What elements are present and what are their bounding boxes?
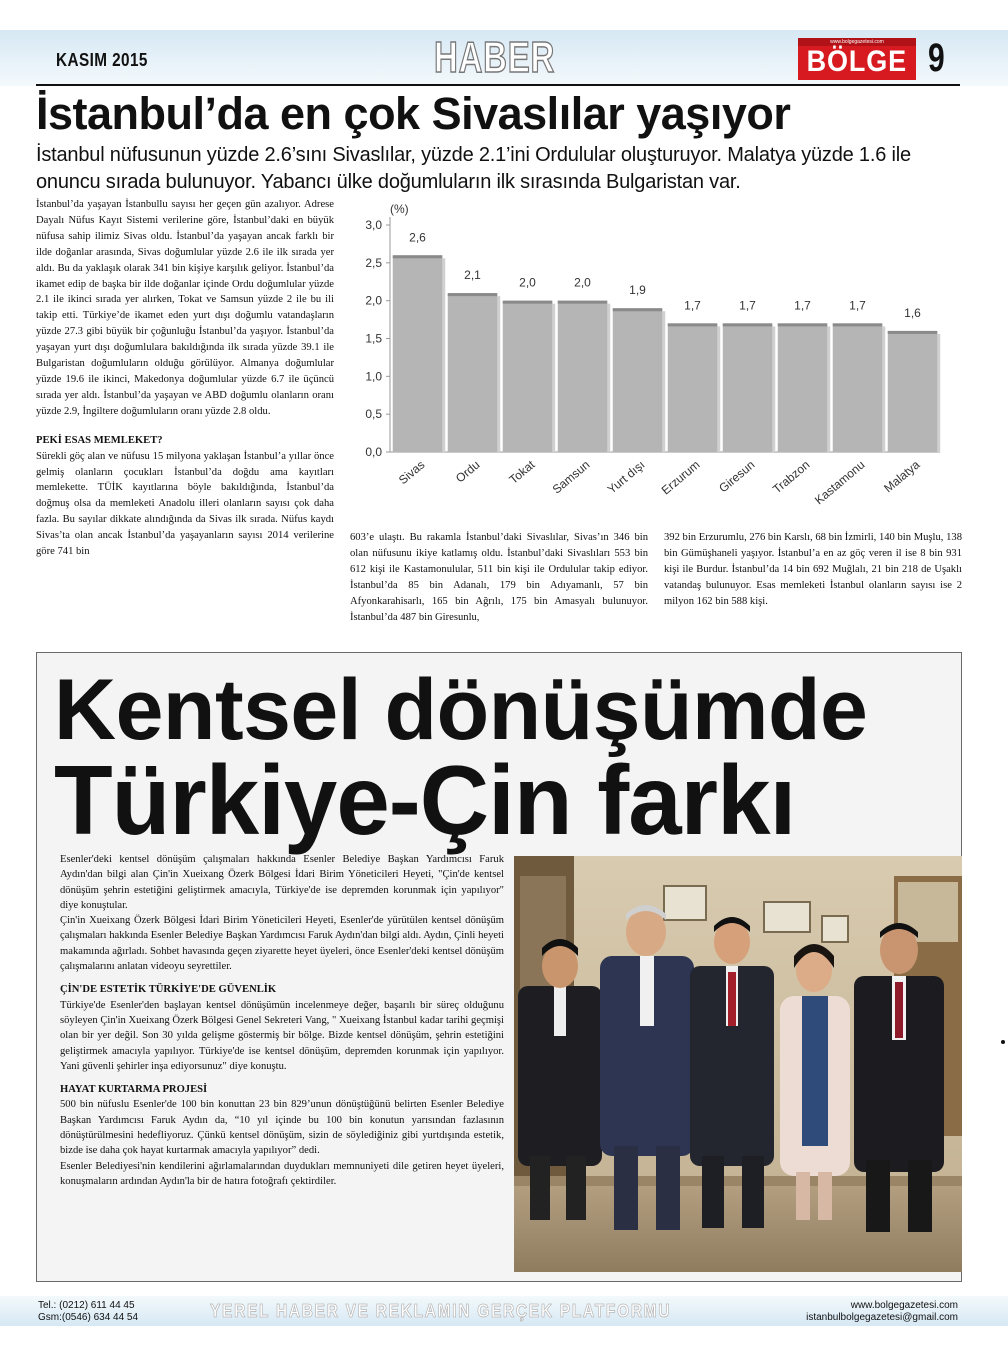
bar-top [778, 323, 828, 326]
y-tick-label: 0,5 [365, 407, 382, 422]
category-label: Malatya [881, 457, 923, 496]
bar [613, 308, 663, 452]
article2-paragraph: Türkiye'de Esenler'den başlayan kentsel dönüşümün incelenmeye değer, başarılı bir süreç olduğunu söyleyen Çin'in Xueixang Özerk Bölgesi Genel Sekreteri Vang, " Xueixang İstanbul kadar tarihi geçmişi olan bir yer değil. Son 30 yılda gelişme göstermiş bir bölge. Bizde kentsel dönüşüm, şehrin estetiğini geliştirmek amacıyla yapılıyor. Türkiye'de ise kentsel dönüşüm, depremden korunmak için yapılıyor. Yani güvenli şehirler inşa ediyorsunuz" diye konuştu. [60, 999, 504, 1072]
newspaper-logo[interactable] [798, 38, 916, 80]
bar [558, 301, 608, 452]
logo-text: BÖLGE [806, 45, 908, 78]
category-label: Giresun [716, 457, 758, 496]
article2-body [60, 852, 504, 1189]
article1-subheading: PEKİ ESAS MEMLEKET? [36, 434, 163, 446]
bar-top [503, 301, 553, 304]
bar-top [833, 323, 883, 326]
footer-website-link[interactable]: www.bolgegazetesi.com [850, 1300, 958, 1311]
article1-subheadline: İstanbul nüfusunun yüzde 2.6’sını Sivaslılar, yüzde 2.1’ini Ordulular oluşturuyor. Malatya yüzde 1.6 ile onuncu sırada bulunuyor. Yabancı ülke doğumluların ilk sırasında Bulgaristan var. [36, 144, 911, 193]
y-tick-label: 3,0 [365, 218, 382, 232]
bar-top [668, 323, 718, 326]
article1-paragraph: Sürekli göç alan ve nüfusu 15 milyona yaklaşan İstanbul’a yıllar önce gelmiş olanların çocukları İstanbul’da doğdu ama kayıtları memlekette. TÜİK kayıtlarına böyle bakıldığında, İstanbul’da doğmuş olsa da memleketi Anadolu illeri olanların sayısı çok daha fazla. Bu sayılar dikkate alındığında da Sivas ilk sırada. Nüfus kaydı Sivas’ta olan ancak İstanbul’da yaşayanların sayısı 2014 verilerine göre 741 bin [36, 450, 334, 558]
category-label: Kastamonu [811, 457, 868, 508]
category-label: Ordu [452, 457, 483, 486]
bar-top [613, 308, 663, 311]
category-label: Sivas [395, 457, 428, 488]
bar-value-label: 1,7 [684, 298, 701, 313]
article1-column-3 [664, 530, 962, 610]
article2-headline-line2: Türkiye-Çin farkı [54, 745, 796, 855]
bar-value-label: 2,1 [464, 268, 481, 283]
bar [833, 323, 883, 452]
bar-value-label: 2,0 [574, 275, 591, 290]
bar-top [723, 323, 773, 326]
article1-headline: İstanbul’da en çok Sivaslılar yaşıyor [36, 88, 791, 139]
bar [393, 255, 443, 452]
bar-top [558, 301, 608, 304]
delegation-group-photo [514, 856, 962, 1272]
bar-value-label: 1,7 [794, 298, 811, 313]
bar-top [888, 331, 938, 334]
header-divider [36, 84, 960, 86]
category-label: Trabzon [770, 457, 813, 497]
bar [668, 323, 718, 452]
bar [888, 331, 938, 452]
bar [778, 323, 828, 452]
bar-value-label: 1,7 [739, 298, 756, 313]
article2-paragraph: Esenler Belediyesi'nin kendilerini ağırlamalarından duydukları memnuniyeti dile getiren heyet üyeleri, konuşmaların ardından Aydın'la bir de hatıra fotoğrafı çektirdiler. [60, 1160, 504, 1187]
y-tick-label: 0,0 [365, 445, 382, 459]
article2-paragraph: Çin'in Xueixang Özerk Bölgesi İdari Birim Yöneticileri Heyeti, Esenler'de yürütülen kentsel dönüşüm çalışmaları hakkında Esenler Belediye Başkan Yardımcısı Faruk Aydın'dan bilgi aldı. Aydın, Çinli heyeti makamında ağırladı. Sohbet havasında geçen ziyarette heyet üyeleri, önce Esenler'deki kentsel dönüşüm çalışmalarını anlatan videoyu seyrettiler. [60, 915, 504, 973]
article1-column-1 [36, 197, 334, 560]
page-number: 9 [928, 36, 945, 80]
bar-top [393, 255, 443, 258]
stray-dot [1001, 1040, 1005, 1044]
article2-paragraph: Esenler'deki kentsel dönüşüm çalışmaları hakkında Esenler Belediye Başkan Yardımcısı Faruk Aydın'dan bilgi alan Çin'in Xueixang Özerk Bölgesi İdari Birim Yöneticileri Heyeti, "Çin'de kentsel dönüşüm şehrin estetiğini geliştirmek amacıyla, Türkiye'de ise depremden korunmak için yapılıyor" diye konuştular. [60, 854, 504, 911]
footer-web [806, 1300, 958, 1324]
article2-headline-line1: Kentsel dönüşümde [54, 662, 868, 758]
population-bar-chart [350, 197, 960, 527]
bar [448, 293, 498, 452]
category-label: Yurt dışı [604, 457, 648, 497]
y-tick-label: 1,0 [365, 369, 382, 384]
article1-paragraph: 603’e ulaştı. Bu rakamla İstanbul’daki Sivaslılar, Sivas’ın 346 bin olan nüfusunu ikiye katlamış oldu. İstanbul’daki Sivaslıları 553 bin 612 kişi ile Kastamonulular, 511 bin kişi ile Ordulular takip ediyor. İstanbul’da 85 bin Adanalı, 179 bin Adıyamanlı, 57 bin Afyonkarahisarlı, 165 bin Ağrılı, 175 bin Amasyalı bulunuyor. İstanbul’da 487 bin Giresunlu, [350, 532, 648, 623]
bar [723, 323, 773, 452]
article2-subheading: HAYAT KURTARMA PROJESİ [60, 1084, 208, 1096]
article1-paragraph: 392 bin Erzurumlu, 276 bin Karslı, 68 bin İzmirli, 140 bin Muşlu, 138 bin Gümüşhaneli yaşıyor. İstanbul’a en az göç veren il ise 8 bin 931 kişi ile Burdur. İstanbul’da 14 bin 692 Muğlalı, 21 bin 218 de Uşaklı vatandaş bulunuyor. Esas memleketi İstanbul olanların sayısı ise 2 milyon 162 bin 588 kişi. [664, 532, 962, 607]
issue-date: KASIM 2015 [56, 50, 148, 70]
article1-paragraph: İstanbul’da yaşayan İstanbullu sayısı her geçen gün azalıyor. Adrese Dayalı Nüfus Kayıt Sistemi verilerine göre, İstanbul’daki en büyük nüfusa sahip ilimiz Sivas oldu. İstanbul’da yaşayan ancak farklı bir ilde doğanlar arasında, Sivas doğumlular yüzde 2.6 ile ilk sırada yer aldı. Bu da yaklaşık olarak 341 bin kişiye karşılık geliyor. İstanbul’da ikamet edip de başka bir ilde doğanlar içinde Ordu doğumlular yüzde 2.1 ile ikinci sırada yer alırken, Tokat ve Samsun yüzde 2 ile bu ili takip etti. Türkiye’de ikamet eden yurt dışı doğumlu vatandaşların yüzde 27.3 gibi büyük bir çoğunluğu İstanbul’da yaşıyor. İstanbul’da yaşayan yurt dışı doğumlulara bakıldığında ilk sırada yüzde 39.1 ile Bulgaristan doğumluların olduğu görülüyor. Almanya doğumlular yüzde 19.6 ile ikinci, Makedonya doğumlular yüzde 6.7 ile üçüncü sırada yer aldı. İstanbul’da yaşayan ve ABD doğumlu olanların oranı yüzde 2.9, İngiltere doğumluların oranı yüzde 2.8 oldu. [36, 199, 334, 417]
footer-email-link[interactable]: istanbulbolgegazetesi@gmail.com [806, 1312, 958, 1323]
footer-gsm: Gsm:(0546) 634 44 54 [38, 1312, 139, 1323]
bar-value-label: 1,7 [849, 298, 866, 313]
category-label: Tokat [506, 457, 538, 487]
y-tick-label: 2,5 [365, 255, 382, 270]
bar [503, 301, 553, 452]
group-photo-illustration [514, 856, 962, 1272]
y-tick-label: 1,5 [365, 331, 382, 346]
bar-value-label: 1,9 [629, 283, 646, 298]
chart-svg [350, 197, 960, 527]
category-label: Erzurum [658, 457, 703, 498]
logo-strip: www.bolgegazetesi.com [798, 38, 916, 46]
category-label: Samsun [549, 457, 593, 497]
bar-top [448, 293, 498, 296]
footer-phone: Tel.: (0212) 611 44 45 [38, 1300, 135, 1311]
y-tick-label: 2,0 [365, 293, 382, 308]
article2-subheading: ÇİN'DE ESTETİK TÜRKİYE'DE GÜVENLİK [60, 984, 277, 996]
bar-value-label: 2,0 [519, 275, 536, 290]
bar-value-label: 1,6 [904, 305, 921, 320]
y-axis-unit: (%) [390, 202, 409, 216]
section-title: HABER [434, 33, 556, 82]
footer-contact [38, 1300, 138, 1324]
footer-slogan: YEREL HABER VE REKLAMIN GERÇEK PLATFORMU [210, 1301, 672, 1321]
article2-paragraph: 500 bin nüfuslu Esenler'de 100 bin konuttan 23 bin 829’unun dönüştüğünü belirten Esenler Belediye Başkan Yardımcısı Faruk Aydın da, “10 yıl içinde bu 100 bin konutun yarısından fazlasının dönüştürülmesini hedefliyoruz. Çünkü kentsel dönüşüm, sizin de söylediğiniz gibi yurtdışında estetik, bizde ise daha çok hayat kurtarmak amacıyla yapılıyor” dedi. [60, 1099, 504, 1157]
bar-value-label: 2,6 [409, 230, 426, 245]
article1-column-2 [350, 530, 648, 625]
